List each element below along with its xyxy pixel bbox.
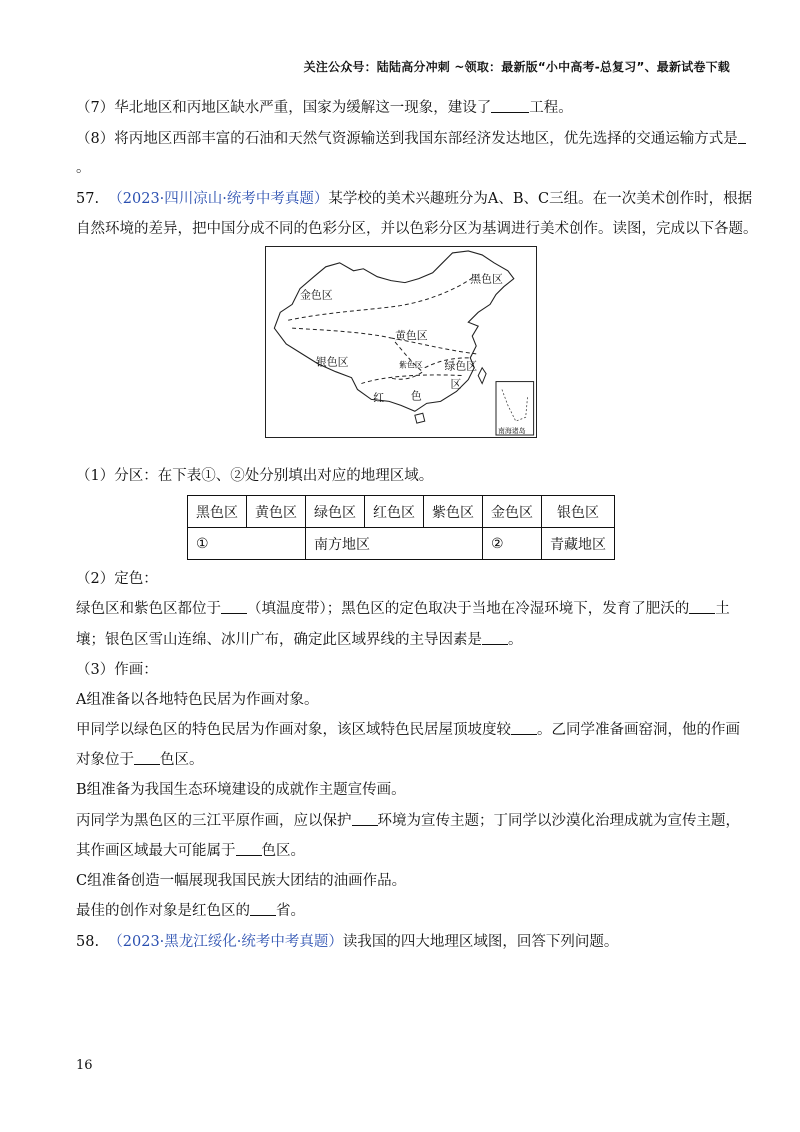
table-row: [188, 528, 615, 560]
part-2-line2: 壤；银色区雪山连绵、冰川广布，确定此区域界线的主导因素是 。: [76, 632, 523, 648]
answer-blank[interactable]: [482, 631, 508, 645]
page-number: 16: [76, 1058, 93, 1073]
table-header-cell: 绿色区: [306, 496, 365, 528]
question-58: 58. （2023·黑龙江绥化·统考中考真题）读我国的四大地理区域图，回答下列问题。: [76, 934, 619, 950]
table-header-cell: 黄色区: [247, 496, 306, 528]
zone-table: [187, 495, 615, 560]
label-red-zone-1: 红: [373, 391, 385, 405]
question-8-end: 。: [76, 160, 91, 176]
china-color-zone-map: [265, 246, 537, 438]
table-cell-answer-1[interactable]: ①: [188, 528, 306, 560]
part-3-title: （3）作画：: [76, 662, 158, 678]
question-57-line2: 自然环境的差异，把中国分成不同的色彩分区，并以色彩分区为基调进行美术创作。读图，完成以下各题。: [76, 221, 758, 237]
part-3-a-line2: 对象位于 色区。: [76, 752, 204, 768]
part-3-a-line1: 甲同学以绿色区的特色民居为作画对象，该区域特色民居屋顶坡度较 。乙同学准备画窑洞，他的作画: [76, 722, 740, 738]
answer-blank[interactable]: [134, 751, 160, 765]
table-header-cell: 金色区: [483, 496, 542, 528]
part-2-title: （2）定色：: [76, 571, 158, 587]
map-svg: [266, 247, 536, 437]
part-2-line1: 绿色区和紫色区都位于 （填温度带）；黑色区的定色取决于当地在冷湿环境下，发育了肥沃的 土: [76, 601, 730, 617]
table-header-cell: 紫色区: [424, 496, 483, 528]
part-3-b-line2: 其作画区域最大可能属于 色区。: [76, 843, 305, 859]
boundary-gold-silver: [292, 328, 391, 338]
label-purple-zone: 紫色区: [399, 360, 423, 370]
part-3-b-line1: 丙同学为黑色区的三江平原作画，应以保护 环境为宣传主题；丁同学以沙漠化治理成就为宣传主题，: [76, 813, 740, 829]
label-black-zone: 黑色区: [470, 272, 503, 286]
part-3-c-intro: C组准备创造一幅展现我国民族大团结的油画作品。: [76, 873, 407, 889]
table-header-row: [188, 496, 615, 528]
question-58-citation: （2023·黑龙江绥化·统考中考真题）: [108, 934, 343, 950]
part-3-a-intro: A组准备以各地特色民居为作画对象。: [76, 692, 319, 708]
page-header: 关注公众号：陆陆高分冲刺 ~领取：最新版“小中高考-总复习”、最新试卷下载: [303, 60, 730, 74]
answer-blank[interactable]: [738, 130, 746, 144]
answer-blank[interactable]: [352, 812, 378, 826]
label-red-zone-2: 色: [410, 389, 422, 403]
answer-blank[interactable]: [221, 600, 247, 614]
table-header-cell: 红色区: [365, 496, 424, 528]
question-57-citation: （2023·四川凉山·统考中考真题）: [108, 191, 329, 207]
taiwan-island: [478, 368, 486, 384]
part-3-b-intro: B组准备为我国生态环境建设的成就作主题宣传画。: [76, 782, 406, 798]
hainan-island: [415, 413, 425, 423]
part-1-prompt: （1）分区：在下表①、②处分别填出对应的地理区域。: [76, 468, 434, 484]
answer-blank[interactable]: [689, 600, 715, 614]
label-south-sea-inset: 南海诸岛: [497, 427, 526, 436]
label-gold-zone: 金色区: [300, 288, 333, 302]
table-cell: 青藏地区: [542, 528, 615, 560]
table-cell-answer-2[interactable]: ②: [483, 528, 542, 560]
table-cell: 南方地区: [306, 528, 483, 560]
question-7: （7）华北地区和丙地区缺水严重，国家为缓解这一现象，建设了 工程。: [76, 100, 573, 116]
part-3-c-line1: 最佳的创作对象是红色区的 省。: [76, 903, 305, 919]
question-57-line1: 57. （2023·四川凉山·统考中考真题）某学校的美术兴趣班分为A、B、C三组。在一次美术创作时，根据: [76, 191, 753, 207]
answer-blank[interactable]: [511, 721, 537, 735]
answer-blank[interactable]: [491, 99, 529, 113]
boundary-south: [361, 375, 464, 384]
answer-blank[interactable]: [250, 902, 276, 916]
label-green-zone-tail: 区: [450, 377, 462, 391]
question-8: （8）将丙地区西部丰富的石油和天然气资源输送到我国东部经济发达地区，优先选择的交通运输方式是: [76, 129, 746, 149]
label-green-zone: 绿色区: [444, 359, 478, 373]
answer-blank[interactable]: [236, 842, 262, 856]
table-header-cell: 黑色区: [188, 496, 247, 528]
label-silver-zone: 银色区: [315, 355, 349, 369]
label-yellow-zone: 黄色区: [395, 329, 428, 343]
table-header-cell: 银色区: [542, 496, 615, 528]
